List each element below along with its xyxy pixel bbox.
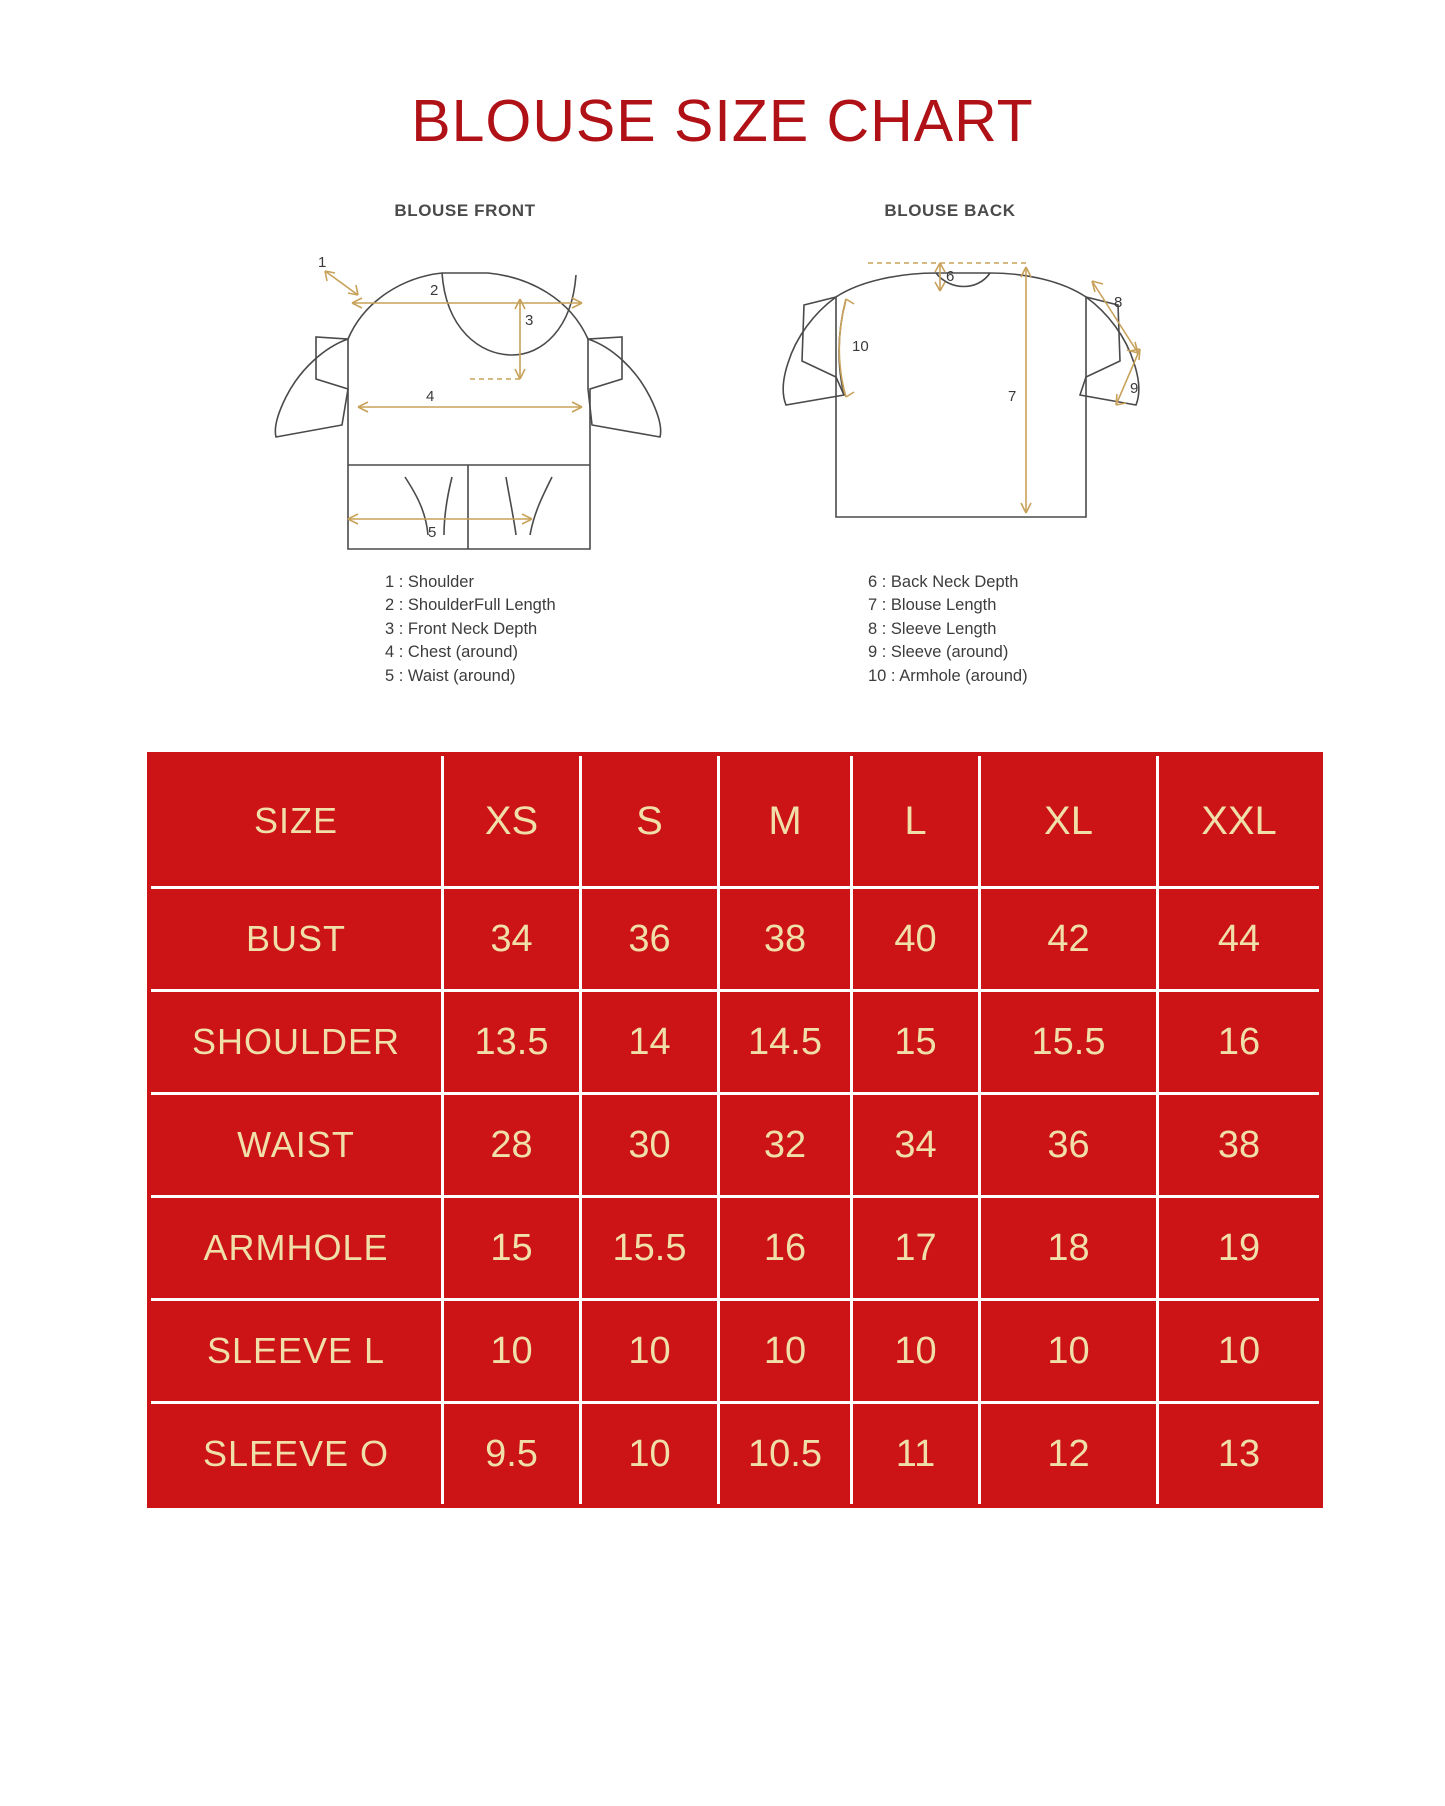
legend-front — [385, 571, 556, 688]
table-row — [149, 1094, 1321, 1197]
cell-waist-xl: 36 — [980, 1094, 1158, 1197]
cell-shoulder-s: 14 — [581, 991, 719, 1094]
cell-shoulder-xs: 13.5 — [443, 991, 581, 1094]
cell-shoulder-m: 14.5 — [719, 991, 852, 1094]
cell-armhole-l: 17 — [852, 1197, 980, 1300]
legend-back-item-6: 6 : Back Neck Depth — [868, 573, 1019, 591]
cell-waist-l: 34 — [852, 1094, 980, 1197]
front-marker-3: 3 — [525, 312, 534, 329]
table-row — [149, 991, 1321, 1094]
cell-sleeve-l-s: 10 — [581, 1300, 719, 1403]
row-label-sleeve-o: SLEEVE O — [149, 1403, 443, 1507]
cell-waist-xxl: 38 — [1158, 1094, 1322, 1197]
header-s: S — [581, 754, 719, 888]
legend-back-item-8: 8 : Sleeve Length — [868, 619, 997, 638]
table-row — [149, 1197, 1321, 1300]
back-marker-8: 8 — [1114, 294, 1123, 311]
legend-front-item-2: 2 : ShoulderFull Length — [385, 596, 556, 615]
cell-sleeve-l-l: 10 — [852, 1300, 980, 1403]
back-marker-10: 10 — [852, 338, 869, 355]
cell-armhole-xxl: 19 — [1158, 1197, 1322, 1300]
cell-sleeve-o-xl: 12 — [980, 1403, 1158, 1507]
back-marker-7: 7 — [1008, 388, 1017, 405]
cell-sleeve-o-xxl: 13 — [1158, 1403, 1322, 1507]
diagram-zone — [0, 201, 1445, 685]
cell-armhole-m: 16 — [719, 1197, 852, 1300]
table-row — [149, 888, 1321, 991]
legend-front-item-4: 4 : Chest (around) — [385, 643, 518, 662]
cell-bust-s: 36 — [581, 888, 719, 991]
row-label-waist: WAIST — [149, 1094, 443, 1197]
front-marker-5: 5 — [428, 524, 437, 541]
row-label-sleeve-l: SLEEVE L — [149, 1300, 443, 1403]
blouse-back-illustration — [740, 229, 1160, 559]
cell-shoulder-xxl: 16 — [1158, 991, 1322, 1094]
size-table-wrap — [147, 752, 1297, 1508]
page-title: BLOUSE SIZE CHART — [411, 88, 1034, 154]
header-xxl: XXL — [1158, 754, 1322, 888]
header-size: SIZE — [149, 754, 443, 888]
cell-sleeve-l-xl: 10 — [980, 1300, 1158, 1403]
cell-shoulder-l: 15 — [852, 991, 980, 1094]
cell-armhole-xs: 15 — [443, 1197, 581, 1300]
blouse-front-illustration — [230, 229, 700, 559]
legend-back-item-7: 7 : Blouse Length — [868, 596, 997, 615]
blouse-back-diagram — [740, 201, 1160, 564]
cell-sleeve-o-s: 10 — [581, 1403, 719, 1507]
row-label-armhole: ARMHOLE — [149, 1197, 443, 1300]
cell-armhole-s: 15.5 — [581, 1197, 719, 1300]
blouse-front-diagram — [230, 201, 700, 564]
legend-front-item-1: 1 : Shoulder — [385, 573, 474, 591]
table-row — [149, 1300, 1321, 1403]
legend-back-item-10: 10 : Armhole (around) — [868, 666, 1028, 685]
back-marker-6: 6 — [946, 268, 955, 285]
cell-bust-xl: 42 — [980, 888, 1158, 991]
cell-sleeve-o-xs: 9.5 — [443, 1403, 581, 1507]
cell-bust-xs: 34 — [443, 888, 581, 991]
row-label-bust: BUST — [149, 888, 443, 991]
legend-front-item-5: 5 : Waist (around) — [385, 666, 516, 685]
cell-sleeve-l-xxl: 10 — [1158, 1300, 1322, 1403]
back-marker-9: 9 — [1130, 380, 1139, 397]
front-marker-4: 4 — [426, 388, 435, 405]
cell-sleeve-o-l: 11 — [852, 1403, 980, 1507]
cell-shoulder-xl: 15.5 — [980, 991, 1158, 1094]
front-marker-1: 1 — [318, 254, 327, 271]
cell-sleeve-l-m: 10 — [719, 1300, 852, 1403]
header-xl: XL — [980, 754, 1158, 888]
cell-sleeve-l-xs: 10 — [443, 1300, 581, 1403]
blouse-back-caption: BLOUSE BACK — [884, 201, 1016, 220]
cell-bust-l: 40 — [852, 888, 980, 991]
table-row — [149, 1403, 1321, 1507]
header-m: M — [719, 754, 852, 888]
row-label-shoulder: SHOULDER — [149, 991, 443, 1094]
blouse-front-caption: BLOUSE FRONT — [394, 201, 536, 220]
legend-back — [868, 571, 1028, 688]
cell-armhole-xl: 18 — [980, 1197, 1158, 1300]
legend-front-item-3: 3 : Front Neck Depth — [385, 619, 538, 638]
header-l: L — [852, 754, 980, 888]
header-xs: XS — [443, 754, 581, 888]
front-marker-2: 2 — [430, 282, 439, 299]
cell-bust-xxl: 44 — [1158, 888, 1322, 991]
cell-waist-s: 30 — [581, 1094, 719, 1197]
legend-back-item-9: 9 : Sleeve (around) — [868, 643, 1009, 662]
table-header-row — [149, 754, 1321, 888]
size-table — [147, 752, 1323, 1508]
cell-bust-m: 38 — [719, 888, 852, 991]
cell-waist-m: 32 — [719, 1094, 852, 1197]
cell-sleeve-o-m: 10.5 — [719, 1403, 852, 1507]
cell-waist-xs: 28 — [443, 1094, 581, 1197]
